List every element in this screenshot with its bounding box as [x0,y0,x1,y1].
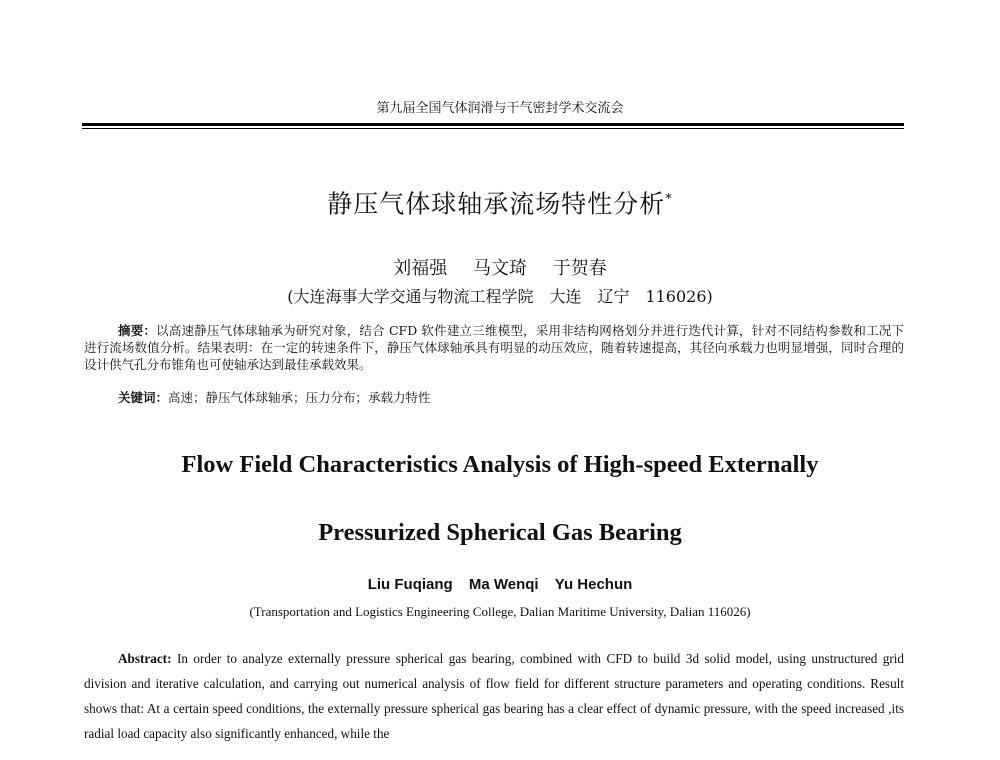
chinese-abstract-label: 摘要： [118,323,157,338]
title-footnote-mark: * [665,192,673,207]
running-header: 第九届全国气体润滑与干气密封学术交流会 [376,101,624,116]
english-authors [0,575,1000,595]
english-affiliation: (Transportation and Logistics Engineering College, Dalian Maritime University, Dalian 116026) [249,604,751,619]
english-title-line-1: Flow Field Characteristics Analysis of High-speed Externally [181,451,819,478]
author-1-cn: 刘福强 [393,258,448,279]
chinese-keywords-text: 高速；静压气体球轴承；压力分布；承载力特性 [168,390,431,405]
english-abstract-text: In order to analyze externally pressure spherical gas bearing, combined with CFD to build 3d solid model, using unstructured grid division and iterative calculation, and carrying out numerical analysis of flow field for different structure parameters and operating conditions. Result shows that: At a certain speed conditions, the externally pressure spherical gas bearing has a clear effect of dynamic pressure, with the speed increased ,its radial load capacity also significantly enhanced, while the [84,651,904,741]
author-1-en: Liu Fuqiang [367,576,453,593]
author-3-en: Yu Hechun [554,576,633,593]
chinese-abstract [84,322,904,373]
chinese-keywords [118,389,898,406]
header-rule-thin [82,128,904,129]
english-title-line-2: Pressurized Spherical Gas Bearing [318,519,682,546]
chinese-keywords-label: 关键词： [118,390,169,405]
chinese-affiliation: (大连海事大学交通与物流工程学院 大连 辽宁 116026) [287,287,713,306]
english-abstract-label: Abstract: [118,651,172,666]
chinese-title-text: 静压气体球轴承流场特性分析 [327,189,666,219]
author-2-en: Ma Wenqi [468,576,539,593]
author-2-cn: 马文琦 [473,258,527,279]
chinese-authors [0,258,1000,280]
header-rule-thick [82,123,904,126]
chinese-abstract-text: 以高速静压气体球轴承为研究对象，结合 CFD 软件建立三维模型，采用非结构网格划分并进行迭代计算，针对不同结构参数和工况下进行流场数值分析。结果表明：在一定的转速条件下，静压气体球轴承具有明显的动压效应，随着转速提高，其径向承载力也明显增强，同时合理的设计供气孔分布锥角也可使轴承达到最佳承载效果。 [84,323,904,372]
chinese-title [0,184,1000,220]
english-abstract [84,646,904,746]
author-3-cn: 于贺春 [552,258,607,279]
